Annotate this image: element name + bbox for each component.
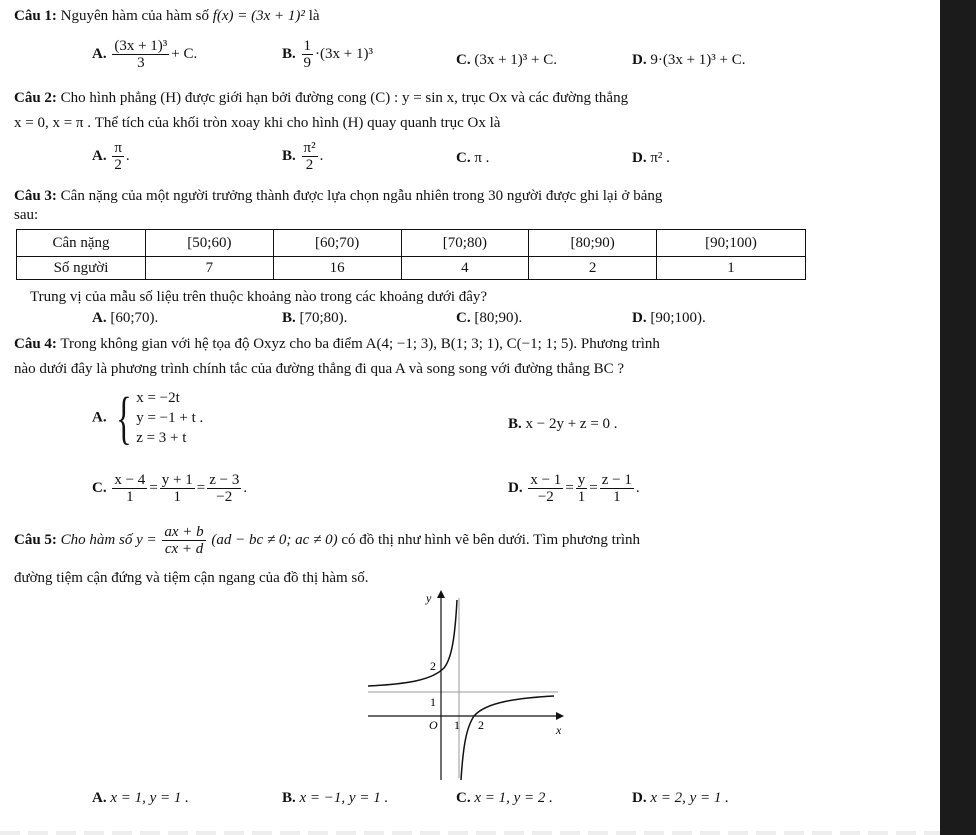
q5-option-d[interactable]: D. x = 2, y = 1 . xyxy=(632,790,729,806)
q3-option-d[interactable]: D. [90;100). xyxy=(632,310,706,326)
q4-option-c[interactable]: C. $\frac{x - 4}{1}$ = $\frac{y + 1}{1}$ = $\frac{z - 3}{-2}$ . xyxy=(92,472,248,505)
q5-stem-line1: Câu 5: Cho hàm số y = $\frac{ax + b}{cx + d}$ (ad − bc ≠ 0; ac ≠ 0) có đồ thị như hình vẽ bên dưới. Tìm phương trình xyxy=(14,524,641,557)
q3-option-c[interactable]: C. [80;90). xyxy=(456,310,523,326)
table-cell: [90;100) xyxy=(657,230,806,257)
q5-stem-line2: đường tiệm cận đứng và tiệm cận ngang của đồ thị hàm số. xyxy=(14,570,369,586)
q5-fraction: $\frac{ax + b}{cx + d}$ xyxy=(164,524,204,557)
weight-table xyxy=(16,229,806,280)
x-axis-label: x xyxy=(556,723,562,737)
origin-label: O xyxy=(429,718,438,732)
curve-left-branch xyxy=(368,600,457,686)
q5-option-b[interactable]: B. x = −1, y = 1 . xyxy=(282,790,389,806)
table-row xyxy=(17,230,806,257)
table-row xyxy=(17,257,806,280)
q4-option-b[interactable]: B. x − 2y + z = 0 . xyxy=(508,416,618,432)
table-cell: 7 xyxy=(146,257,274,280)
q2-option-c[interactable]: C. π . xyxy=(456,150,490,166)
x-tick-label: 2 xyxy=(478,718,484,732)
table-cell: [70;80) xyxy=(401,230,529,257)
q2-option-d[interactable]: D. π² . xyxy=(632,150,670,166)
table-cell: [80;90) xyxy=(529,230,657,257)
q3-stem-line2: sau: xyxy=(14,207,39,223)
q1-func: f(x) = (3x + 1)² xyxy=(212,8,305,24)
q2-label: Câu 2: xyxy=(14,90,57,106)
q2-stem-line2: x = 0, x = π . Thể tích của khối tròn xoay khi cho hình (H) quay quanh trục Ox là xyxy=(14,115,501,131)
q1-option-a[interactable]: A. $\frac{\text{(3x + 1)³}}{3}$ + C. xyxy=(92,38,198,71)
q4-option-d[interactable]: D. $\frac{x - 1}{-2}$ = $\frac{y}{1}$ = $\frac{z - 1}{1}$ . xyxy=(508,472,640,505)
q3-option-a[interactable]: A. [60;70). xyxy=(92,310,159,326)
q3-option-b[interactable]: B. [70;80). xyxy=(282,310,348,326)
q2-stem-line1: Câu 2: Cho hình phẳng (H) được giới hạn bởi đường cong (C) : y = sin x, trục Ox và các đường thẳng xyxy=(14,90,629,106)
q1-label: Câu 1: xyxy=(14,8,57,24)
q4-option-a[interactable]: A. { x = −2t y = −1 + t . z = 3 + t xyxy=(92,385,204,450)
q1-option-b[interactable]: B. $\frac{1}{9}$ ·(3x + 1)³ xyxy=(282,38,373,71)
dark-side-strip xyxy=(940,0,976,835)
q1-a-fraction: $\frac{\text{(3x + 1)³}}{3}$ xyxy=(114,38,168,71)
q1-stem xyxy=(14,8,320,25)
table-header-cell: Cân nặng xyxy=(17,230,146,257)
table-cell: [60;70) xyxy=(273,230,401,257)
q4-a-system: { x = −2t y = −1 + t . z = 3 + t xyxy=(116,385,204,450)
x-axis-arrow-icon xyxy=(556,712,564,720)
q2-option-b[interactable]: B. $\frac{\text{π²}}{2}$ . xyxy=(282,140,324,173)
q1-text: Nguyên hàm của hàm số xyxy=(60,8,209,24)
table-cell: 4 xyxy=(401,257,529,280)
table-cell: 16 xyxy=(273,257,401,280)
q3-stem-line1: Câu 3: Cân nặng của một người trưởng thành được lựa chọn ngẫu nhiên trong 30 người được ghi lại ở bảng xyxy=(14,188,663,204)
q1-tail: là xyxy=(308,8,320,24)
table-header-cell: Số người xyxy=(17,257,146,280)
q4-stem-line2: nào dưới đây là phương trình chính tắc của đường thẳng đi qua A và song song với đường thẳng BC ? xyxy=(14,361,625,377)
q2-option-a[interactable]: A. $\frac{\pi}{2}$ . xyxy=(92,140,130,173)
q1-b-fraction: $\frac{1}{9}$ xyxy=(303,38,312,71)
q1-option-c[interactable]: C. (3x + 1)³ + C. xyxy=(456,52,558,68)
q5-option-a[interactable]: A. x = 1, y = 1 . xyxy=(92,790,189,806)
table-cell: [50;60) xyxy=(146,230,274,257)
curve-right-branch xyxy=(461,696,554,780)
q5-option-c[interactable]: C. x = 1, y = 2 . xyxy=(456,790,553,806)
q4-label: Câu 4: xyxy=(14,336,57,352)
y-tick-label: 1 xyxy=(430,695,436,709)
q3-prompt: Trung vị của mẫu số liệu trên thuộc khoảng nào trong các khoảng dưới đây? xyxy=(30,289,488,305)
page-divider xyxy=(0,831,940,835)
y-axis-label: y xyxy=(426,591,432,605)
table-cell: 1 xyxy=(657,257,806,280)
q5-label: Câu 5: xyxy=(14,531,57,548)
q5-graph xyxy=(368,588,568,784)
y-tick-label: 2 xyxy=(430,659,436,673)
x-tick-label: 1 xyxy=(454,718,460,732)
q3-label: Câu 3: xyxy=(14,188,57,204)
q4-stem-line1: Câu 4: Trong không gian với hệ tọa độ Oxyz cho ba điểm A(4; −1; 3), B(1; 3; 1), C(−1; 1; 5). Phương trình xyxy=(14,336,660,352)
y-axis-arrow-icon xyxy=(437,590,445,598)
table-cell: 2 xyxy=(529,257,657,280)
q1-option-d[interactable]: D. 9·(3x + 1)³ + C. xyxy=(632,52,746,68)
